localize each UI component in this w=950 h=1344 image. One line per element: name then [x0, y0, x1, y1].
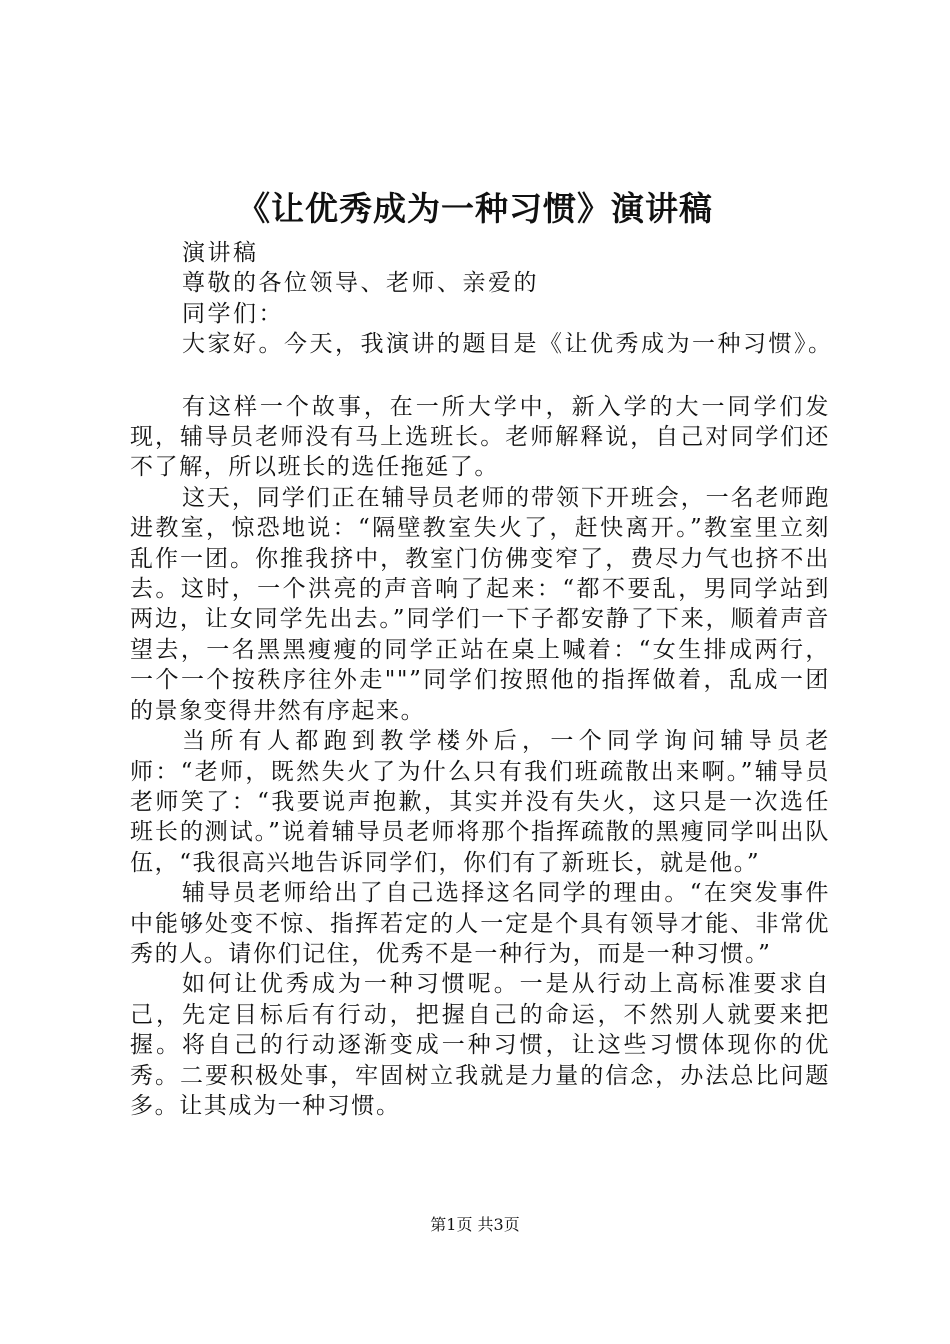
- paragraph-teacher-reason: 辅导员老师给出了自己选择这名同学的理由。“在突发事件中能够处变不惊、指挥若定的人一定是个具有领导才能、非常优秀的人。请你们记住，优秀不是一种行为，而是一种习惯。”: [130, 880, 830, 967]
- page-footer: 第1页 共3页: [430, 1215, 520, 1234]
- paragraph-gap: [130, 360, 830, 392]
- paragraph-fire-drill: 这天，同学们正在辅导员老师的带领下开班会，一名老师跑进教室，惊恐地说：“隔壁教室失火了，赶快离开。”教室里立刻乱作一团。你推我挤中，教室门仿佛变窄了，费尽力气也挤不出去。这时，一个洪亮的声音响了起来：“都不要乱，男同学站到两边，让女同学先出去。”同学们一下子都安静了下来，顺着声音望去，一名黑黑瘦瘦的同学正站在桌上喊着：“女生排成两行，一个一个按秩序往外走""”同学们按照他的指挥做着，乱成一团的景象变得井然有序起来。: [130, 484, 830, 724]
- header-line-classmates: 同学们：: [182, 300, 284, 327]
- header-line-speech: 演讲稿: [182, 240, 259, 266]
- header-line-greeting: 大家好。今天，我演讲的题目是《让优秀成为一种习惯》。: [182, 331, 834, 358]
- document-body: [130, 238, 834, 1121]
- document-title: 《让优秀成为一种习惯》演讲稿: [237, 189, 713, 228]
- header-line-salutation: 尊敬的各位领导、老师、亲爱的: [182, 270, 539, 297]
- paragraph-test-reveal: 当所有人都跑到教学楼外后，一个同学询问辅导员老师：“老师，既然失火了为什么只有我们班疏散出来啊。”辅导员老师笑了：“我要说声抱歉，其实并没有失火，这只是一次选任班长的测试。”说着辅导员老师将那个指挥疏散的黑瘦同学叫出队伍，“我很高兴地告诉同学们，你们有了新班长，就是他。”: [130, 728, 830, 876]
- paragraph-how-to: 如何让优秀成为一种习惯呢。一是从行动上高标准要求自己，先定目标后有行动，把握自己的命运，不然别人就要来把握。将自己的行动逐渐变成一种习惯，让这些习惯体现你的优秀。二要积极处事，牢固树立我就是力量的信念，办法总比问题多。让其成为一种习惯。: [130, 971, 830, 1119]
- paragraph-story-intro: 有这样一个故事，在一所大学中，新入学的大一同学们发现，辅导员老师没有马上选班长。老师解释说，自己对同学们还不了解，所以班长的选任拖延了。: [130, 393, 830, 481]
